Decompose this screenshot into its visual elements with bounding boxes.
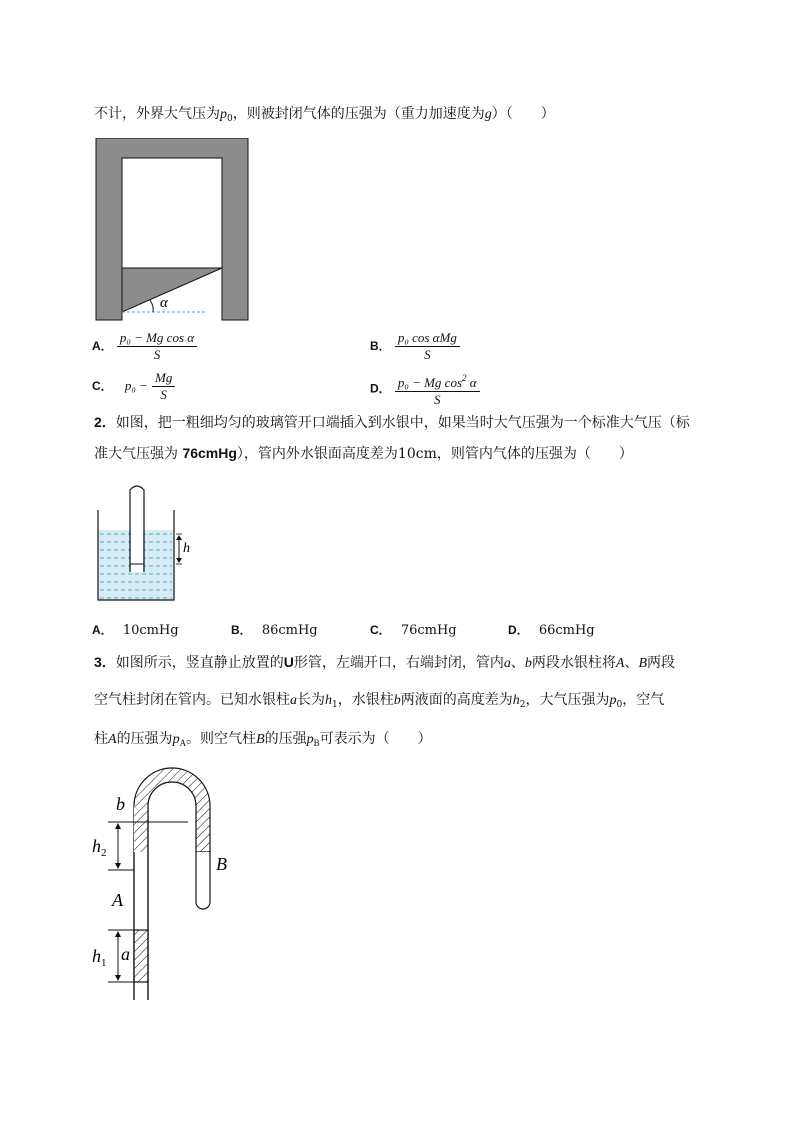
q3-text-1: 如图所示，竖直静止放置的 (115, 655, 284, 671)
q1-g-symbol: g (484, 107, 492, 122)
numerator: p₀ − Mg cos α (117, 330, 197, 347)
q1-p0-sub: 0 (227, 114, 233, 124)
prefix: p₀ − (124, 378, 148, 393)
mercury-column-a (134, 930, 148, 982)
numerator-tail: α (466, 375, 477, 390)
option-label: B． (231, 623, 252, 637)
q3-l2-text-4: 两液面的高度差为 (400, 692, 513, 708)
q3-A-symbol: A (615, 656, 625, 671)
q3-text-3: 两段水银柱将 (531, 655, 616, 671)
q2-option-a[interactable] (92, 621, 179, 638)
angle-arc (150, 300, 153, 312)
q3-l3-pA: p (172, 732, 180, 747)
option-label: B． (370, 339, 391, 353)
angle-label: α (160, 295, 168, 311)
q3-B-symbol: B (638, 656, 648, 671)
h-label: h (183, 541, 190, 556)
q3-stem-line1 (94, 652, 675, 674)
option-label: C． (370, 623, 391, 637)
q3-l2-h2-sub: 2 (519, 700, 526, 710)
q3-l2-h2: h (512, 693, 520, 708)
q3-a-symbol: a (503, 656, 511, 671)
option-value: 76cmHg (400, 623, 457, 638)
fraction (395, 330, 460, 363)
q3-l2-b: b (393, 693, 401, 708)
fraction (152, 370, 175, 403)
option-label: D． (508, 623, 529, 637)
right-arm-air-b (196, 852, 210, 909)
q2-number: 2． (94, 414, 116, 430)
fraction (395, 370, 480, 408)
denominator: S (153, 347, 161, 362)
q3-stem-line3 (94, 729, 432, 753)
q2-option-b[interactable] (231, 621, 318, 638)
denominator: S (160, 387, 167, 402)
option-label: D． (370, 381, 391, 396)
q3-l3-text-2: 的压强为 (116, 731, 173, 747)
q3-l2-text-1: 空气柱封闭在管内。已知水银柱 (94, 692, 290, 708)
numerator-main: p₀ − Mg cos (397, 375, 463, 390)
numerator: p₀ cos αMg (395, 330, 460, 347)
option-label: A． (92, 339, 113, 353)
q3-sep: 、 (510, 655, 525, 671)
q3-l3-A: A (108, 732, 117, 747)
option-label: A． (92, 623, 113, 637)
denominator: S (433, 392, 441, 407)
q3-l2-p0: p (609, 693, 617, 708)
q1-stem-text: 不计，外界大气压为 (94, 106, 220, 122)
q1-p0-symbol: p (220, 107, 227, 122)
q3-text-4: 两段 (647, 655, 676, 671)
cylinder-wall (96, 138, 248, 320)
q3-l3-pB-sub: B (313, 738, 320, 748)
q3-number: 3． (94, 654, 116, 670)
fraction (117, 330, 197, 363)
q2-stem-line2 (94, 443, 633, 464)
q3-l2-text-2: 长为 (297, 692, 325, 708)
q3-u-letter: U (283, 654, 294, 670)
option-value: 86cmHg (261, 623, 318, 638)
denominator: S (424, 347, 431, 362)
q2-stem-text-1: 如图，把一粗细均匀的玻璃管开口端插入到水银中，如果当时大气压强为一个标准大气压（标 (115, 415, 690, 431)
q3-l2-text-6: ，空气 (622, 692, 665, 708)
q3-l2-text-3: ，水银柱 (337, 692, 394, 708)
q3-text-2: 形管，左端开口，右端封闭，管内 (293, 655, 504, 671)
q3-sep-2: 、 (624, 655, 639, 671)
q1-stem-text-3: ）（ ） (491, 106, 555, 122)
label-b: b (116, 794, 125, 814)
q1-figure-cylinder (94, 138, 254, 324)
q3-l3-text-3: 。则空气柱 (186, 731, 257, 747)
label-h1: $h_1$ (92, 946, 107, 969)
q3-l3-text-5: 可表示为（ ） (319, 731, 432, 747)
label-A: A (112, 890, 123, 910)
label-a: a (121, 944, 130, 964)
q2-option-c[interactable] (370, 621, 457, 638)
q3-stem-line2 (94, 690, 664, 715)
q3-l2-a: a (290, 693, 297, 708)
q3-l2-h1-sub: 1 (332, 700, 338, 710)
q2-stem-text-3: ），管内外水银面高度差为10cm，则管内气体的压强为（ ） (236, 446, 633, 462)
q3-b-symbol: b (524, 656, 532, 671)
q1-stem-text-2: ，则被封闭气体的压强为（重力加速度为 (232, 106, 485, 122)
q3-l2-text-5: ，大气压强为 (525, 692, 610, 708)
q3-l3-pA-sub: A (179, 738, 187, 748)
q3-l3-text-4: 的压强 (264, 731, 307, 747)
q2-stem-text-2: 准大气压强为 (94, 446, 183, 462)
q2-stem-line1 (94, 412, 690, 433)
q2-standard-pressure: 76cmHg (182, 445, 237, 461)
q1-stem-tail (94, 104, 555, 129)
q2-option-d[interactable] (508, 621, 595, 638)
q3-figure-u-tube (88, 760, 248, 1006)
option-value: 66cmHg (538, 623, 595, 638)
q1-option-a[interactable] (92, 330, 197, 363)
numerator-sup: 2 (462, 373, 467, 383)
q3-l3-B: B (256, 732, 265, 747)
q1-option-b[interactable] (370, 330, 460, 363)
q3-l2-p0-sub: 0 (616, 700, 623, 710)
numerator (395, 370, 480, 392)
option-label: C． (92, 379, 113, 393)
q3-l2-h1: h (325, 693, 332, 708)
q2-figure-mercury-trough (94, 480, 214, 606)
q1-option-d[interactable] (370, 370, 480, 408)
q3-l3-pB: p (306, 732, 314, 747)
q3-l3-text-1: 柱 (94, 731, 108, 747)
option-value: 10cmHg (122, 623, 179, 638)
label-B: B (216, 854, 227, 874)
piston (122, 268, 222, 312)
label-h2: $h_2$ (92, 836, 107, 859)
q1-option-c[interactable] (92, 370, 175, 403)
numerator: Mg (152, 370, 175, 387)
